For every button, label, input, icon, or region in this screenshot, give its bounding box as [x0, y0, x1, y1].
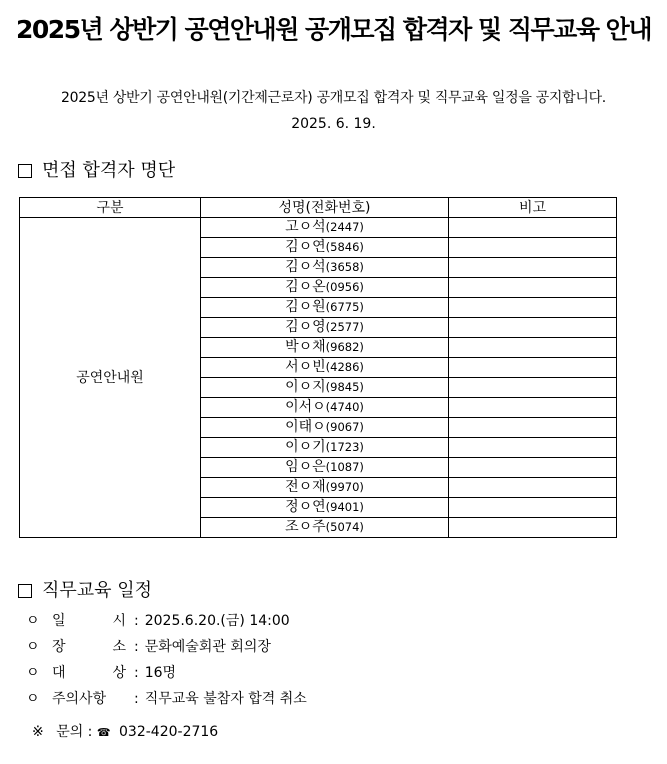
person-name: 김ㅇ온 — [285, 279, 326, 295]
checkbox-square-icon — [18, 584, 32, 598]
training-schedule — [26, 608, 307, 712]
note-cell — [449, 298, 617, 318]
person-name: 김ㅇ원 — [285, 299, 326, 315]
bullet: ㅇ — [26, 639, 40, 655]
phone-icon: ☎ — [96, 726, 111, 739]
schedule-separator: : — [134, 613, 139, 629]
name-phone-cell — [201, 298, 449, 318]
person-name: 이태ㅇ — [285, 419, 326, 435]
phone-suffix: (4286) — [325, 360, 364, 374]
table-row — [20, 218, 617, 238]
notice-text: 2025년 상반기 공연안내원(기간제근로자) 공개모집 합격자 및 직무교육 일정을 공지합니다. — [61, 90, 606, 106]
phone-suffix: (9970) — [325, 480, 364, 494]
note-cell — [449, 218, 617, 238]
name-phone-cell — [201, 518, 449, 538]
name-phone-cell — [201, 478, 449, 498]
schedule-item-target — [26, 660, 307, 686]
section-heading-roster — [18, 158, 175, 184]
schedule-item-caution — [26, 686, 307, 712]
name-phone-cell — [201, 338, 449, 358]
phone-suffix: (9401) — [325, 500, 364, 514]
schedule-label: 주의사항 — [52, 691, 107, 707]
person-name: 조ㅇ주 — [285, 519, 326, 535]
page-title: 2025년 상반기 공연안내원 공개모집 합격자 및 직무교육 안내 — [16, 15, 651, 44]
note-cell — [449, 478, 617, 498]
schedule-separator: : — [134, 691, 139, 707]
person-name: 이서ㅇ — [285, 399, 326, 415]
schedule-value: 문화예술회관 회의장 — [144, 639, 271, 655]
phone-suffix: (9067) — [325, 420, 364, 434]
note-cell — [449, 358, 617, 378]
person-name: 고ㅇ석 — [285, 219, 326, 235]
bullet: ㅇ — [26, 613, 40, 629]
column-header-name: 성명(전화번호) — [201, 198, 449, 218]
phone-suffix: (1087) — [325, 460, 364, 474]
phone-suffix: (5074) — [325, 520, 364, 534]
person-name: 김ㅇ석 — [285, 259, 326, 275]
name-phone-cell — [201, 318, 449, 338]
note-cell — [449, 238, 617, 258]
phone-suffix: (3658) — [325, 260, 364, 274]
note-cell — [449, 458, 617, 478]
note-cell — [449, 378, 617, 398]
name-phone-cell — [201, 358, 449, 378]
person-name: 정ㅇ연 — [285, 499, 326, 515]
schedule-item-datetime — [26, 608, 307, 634]
schedule-separator: : — [134, 639, 139, 655]
reference-mark: ※ — [32, 724, 44, 740]
note-cell — [449, 438, 617, 458]
bullet: ㅇ — [26, 665, 40, 681]
column-header-category: 구분 — [20, 198, 201, 218]
name-phone-cell — [201, 458, 449, 478]
column-header-note: 비고 — [449, 198, 617, 218]
schedule-label: 대 상 — [52, 665, 126, 681]
name-phone-cell — [201, 398, 449, 418]
phone-suffix: (9682) — [325, 340, 364, 354]
contact-label: 문의 : — [56, 724, 93, 740]
name-phone-cell — [201, 378, 449, 398]
schedule-value: 16명 — [144, 665, 177, 681]
phone-suffix: (5846) — [325, 240, 364, 254]
name-phone-cell — [201, 498, 449, 518]
person-name: 전ㅇ재 — [285, 479, 326, 495]
name-phone-cell — [201, 438, 449, 458]
table-header-row — [20, 198, 617, 218]
roster-table — [19, 197, 617, 538]
note-cell — [449, 278, 617, 298]
category-cell: 공연안내원 — [20, 218, 201, 538]
schedule-value: 직무교육 불참자 합격 취소 — [144, 691, 307, 707]
section-heading-label: 직무교육 일정 — [42, 580, 153, 601]
bullet: ㅇ — [26, 691, 40, 707]
name-phone-cell — [201, 238, 449, 258]
note-cell — [449, 318, 617, 338]
note-cell — [449, 518, 617, 538]
schedule-item-location — [26, 634, 307, 660]
phone-suffix: (9845) — [325, 380, 364, 394]
name-phone-cell — [201, 278, 449, 298]
person-name: 김ㅇ영 — [285, 319, 326, 335]
schedule-label: 장 소 — [52, 639, 126, 655]
phone-suffix: (6775) — [325, 300, 364, 314]
person-name: 박ㅇ채 — [285, 339, 326, 355]
person-name: 서ㅇ빈 — [285, 359, 326, 375]
contact-info — [32, 722, 218, 743]
note-cell — [449, 338, 617, 358]
person-name: 이ㅇ지 — [285, 379, 326, 395]
person-name: 김ㅇ연 — [285, 239, 326, 255]
schedule-separator: : — [134, 665, 139, 681]
phone-suffix: (4740) — [325, 400, 364, 414]
name-phone-cell — [201, 258, 449, 278]
phone-suffix: (2577) — [325, 320, 364, 334]
phone-suffix: (1723) — [325, 440, 364, 454]
checkbox-square-icon — [18, 164, 32, 178]
person-name: 임ㅇ은 — [285, 459, 326, 475]
notice-date: 2025. 6. 19. — [291, 116, 376, 132]
person-name: 이ㅇ기 — [285, 439, 326, 455]
note-cell — [449, 498, 617, 518]
phone-suffix: (2447) — [325, 220, 364, 234]
name-phone-cell — [201, 218, 449, 238]
note-cell — [449, 258, 617, 278]
roster-body — [20, 218, 617, 538]
name-phone-cell — [201, 418, 449, 438]
schedule-value: 2025.6.20.(금) 14:00 — [144, 613, 290, 629]
section-heading-label: 면접 합격자 명단 — [42, 160, 176, 181]
phone-suffix: (0956) — [325, 280, 364, 294]
note-cell — [449, 398, 617, 418]
schedule-label: 일 시 — [52, 613, 126, 629]
section-heading-training — [18, 578, 152, 604]
note-cell — [449, 418, 617, 438]
contact-phone: 032-420-2716 — [119, 724, 219, 740]
